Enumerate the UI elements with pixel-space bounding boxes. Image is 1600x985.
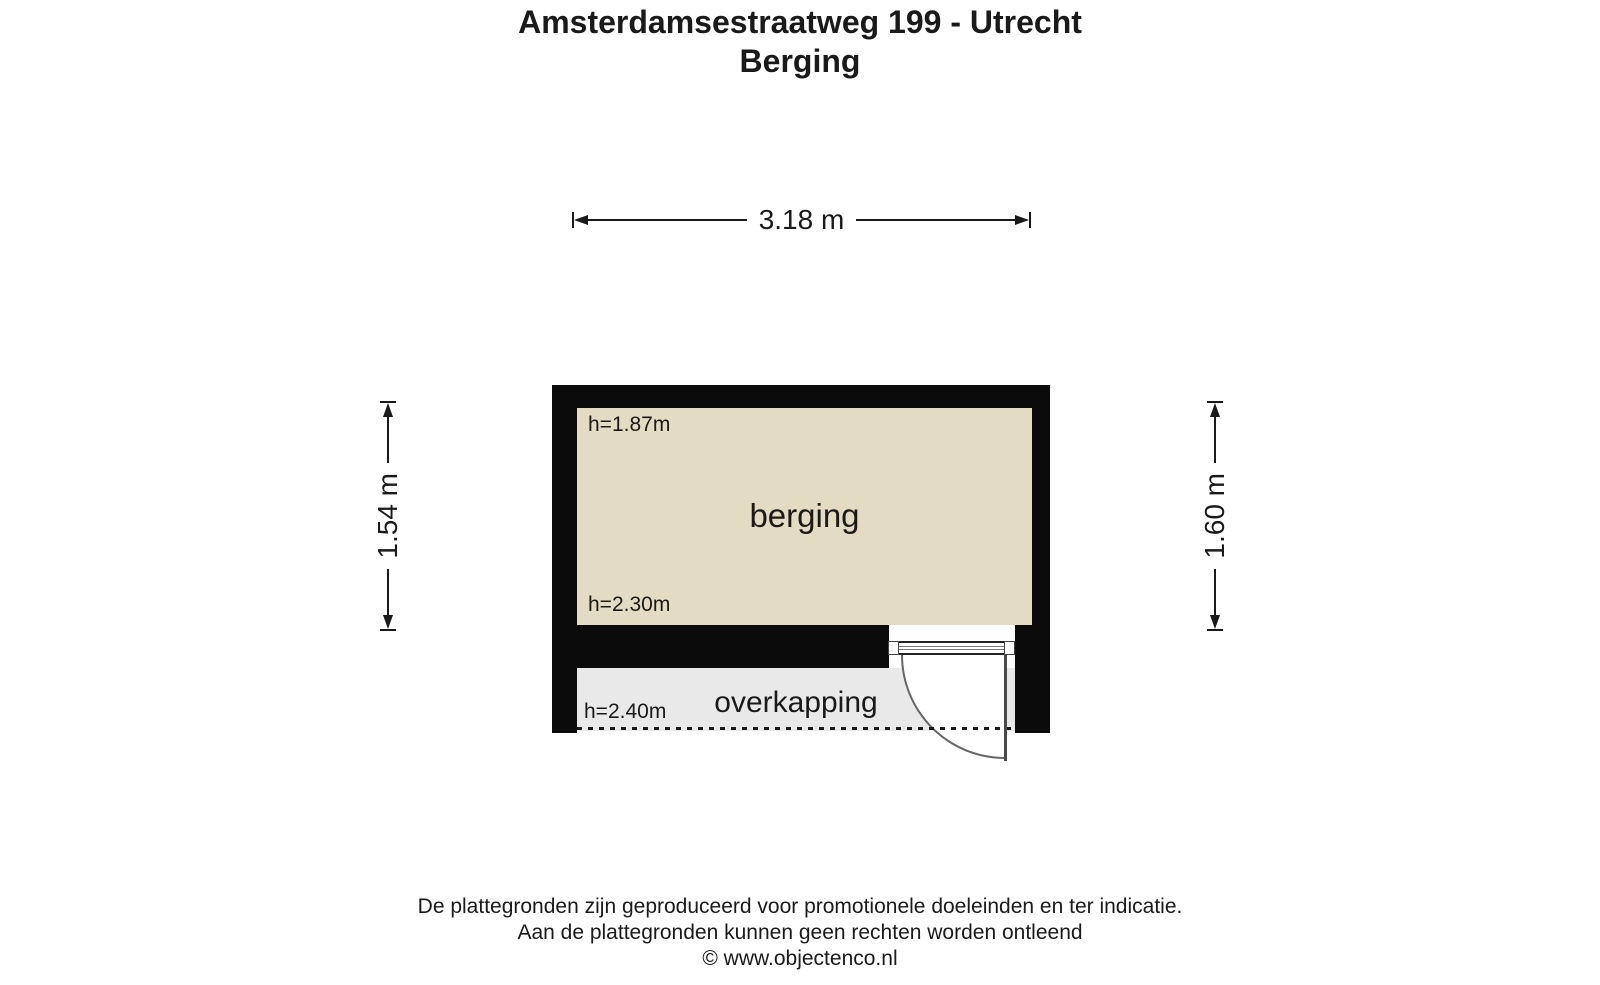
arrowhead-up-icon — [1210, 403, 1220, 417]
arrowhead-down-icon — [383, 615, 393, 629]
arrowhead-right-icon — [1015, 215, 1029, 225]
open-edge-dashed-line — [577, 727, 1015, 730]
dimension-line — [856, 219, 1015, 221]
height-dimension-right — [1201, 401, 1229, 631]
dimension-line — [1214, 417, 1216, 463]
dimension-line — [588, 219, 747, 221]
width-dimension-label: 3.18 m — [758, 204, 845, 235]
copyright-line: © www.objectenco.nl — [702, 947, 898, 970]
dimension-line — [387, 569, 389, 615]
dimension-end-tick — [1029, 212, 1031, 228]
door-jamb-left — [888, 641, 899, 655]
berging-room-label: berging — [749, 497, 860, 534]
door-jamb-right — [1004, 641, 1015, 655]
dimension-line — [1214, 569, 1216, 615]
disclaimer — [0, 894, 1600, 972]
arrowhead-up-icon — [383, 403, 393, 417]
dimension-line — [387, 417, 389, 463]
arrowhead-left-icon — [574, 215, 588, 225]
right-wall-lower — [1015, 668, 1050, 733]
left-dimension-label: 1.54 m — [372, 473, 403, 559]
left-wall-lower — [552, 668, 577, 733]
overkapping-label: overkapping — [714, 686, 878, 719]
ceiling-height-bottom-label: h=2.30m — [588, 593, 671, 616]
title-line-2: Berging — [739, 43, 861, 79]
width-dimension — [572, 204, 1031, 235]
arrowhead-down-icon — [1210, 615, 1220, 629]
title-line-1: Amsterdamsestraatweg 199 - Utrecht — [518, 4, 1082, 40]
disclaimer-line-2: Aan de plattegronden kunnen geen rechten worden ontleend — [517, 921, 1083, 944]
overkapping-height-label: h=2.40m — [584, 700, 667, 723]
dimension-end-tick — [1207, 629, 1223, 631]
page-title — [0, 3, 1600, 81]
door-swing-arc — [901, 655, 1005, 759]
door-threshold — [898, 641, 1005, 655]
height-dimension-left — [374, 401, 402, 631]
disclaimer-line-1: De plattegronden zijn geproduceerd voor promotionele doeleinden en ter indicatie. — [417, 895, 1183, 918]
dimension-end-tick — [380, 629, 396, 631]
ceiling-height-top-label: h=1.87m — [588, 413, 671, 436]
right-dimension-label: 1.60 m — [1199, 473, 1230, 559]
door-leaf — [1004, 655, 1007, 761]
